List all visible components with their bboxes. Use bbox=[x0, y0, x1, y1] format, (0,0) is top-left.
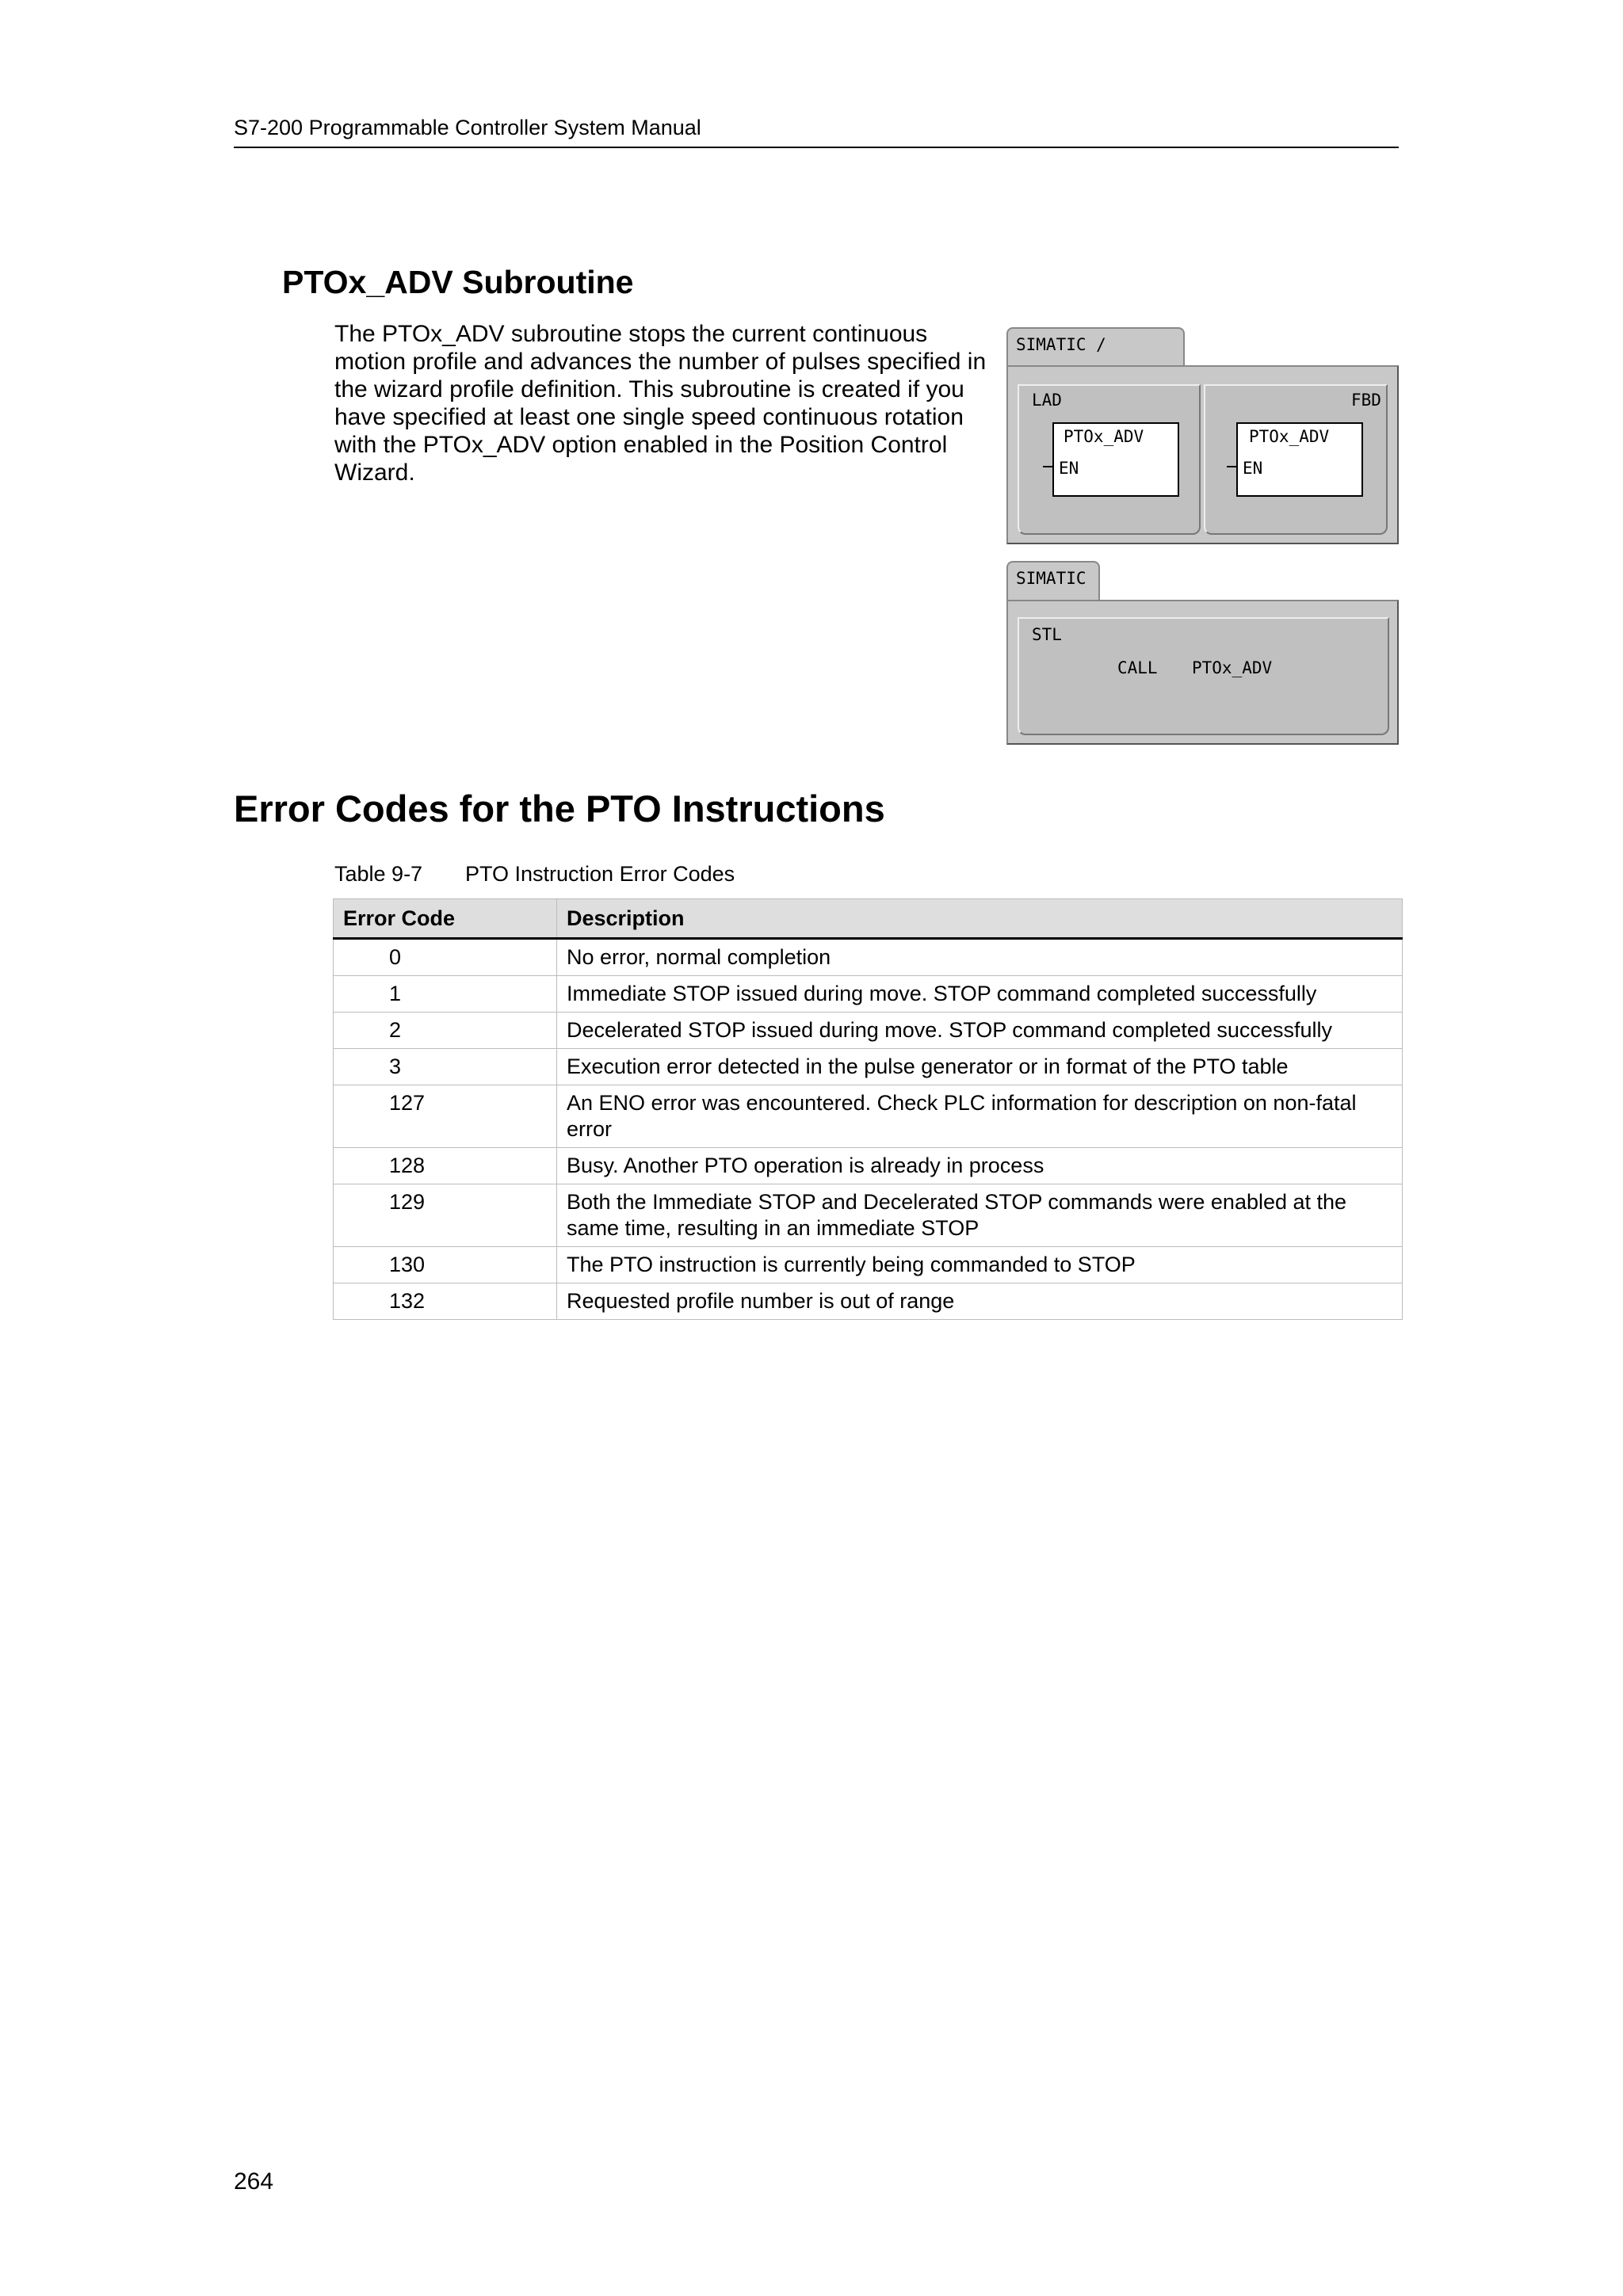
table-row bbox=[334, 1049, 1403, 1085]
error-code-cell: 2 bbox=[334, 1013, 557, 1049]
table-title: PTO Instruction Error Codes bbox=[465, 862, 735, 886]
lad-en-wire bbox=[1043, 466, 1052, 467]
subroutine-description: The PTOx_ADV subroutine stops the current continuous motion profile and advances the number of pulses specified in the wizard profile definition. This subroutine is created if you have specified at least one single speed continuous rotation with the PTOx_ADV option enabled in the Position Control Wizard. bbox=[334, 321, 987, 486]
stl-operand: PTOx_ADV bbox=[1192, 658, 1273, 677]
description-cell: Both the Immediate STOP and Decelerated STOP commands were enabled at the same time, resulting in an immediate STOP bbox=[557, 1184, 1403, 1247]
stl-instruction: CALL bbox=[1117, 658, 1158, 677]
running-header: S7-200 Programmable Controller System Manual bbox=[234, 116, 701, 139]
description-cell: Requested profile number is out of range bbox=[557, 1283, 1403, 1320]
ladder-panel bbox=[1006, 365, 1399, 544]
table-row bbox=[334, 1283, 1403, 1320]
fbd-en-wire bbox=[1227, 466, 1236, 467]
table-row bbox=[334, 939, 1403, 976]
stl-panel bbox=[1006, 600, 1399, 745]
error-code-cell: 132 bbox=[334, 1283, 557, 1320]
description-cell: An ENO error was encountered. Check PLC information for description on non-fatal error bbox=[557, 1085, 1403, 1148]
lad-instruction-box bbox=[1052, 422, 1179, 497]
table-header-row bbox=[334, 899, 1403, 939]
table-caption bbox=[334, 862, 735, 887]
section-heading: Error Codes for the PTO Instructions bbox=[234, 788, 885, 830]
table-row bbox=[334, 1184, 1403, 1247]
table-row bbox=[334, 1013, 1403, 1049]
simatic-iec-tab: SIMATIC / bbox=[1006, 327, 1185, 367]
header-error-code: Error Code bbox=[334, 899, 557, 939]
table-number: Table 9-7 bbox=[334, 862, 423, 886]
table-row bbox=[334, 1148, 1403, 1184]
error-code-cell: 130 bbox=[334, 1247, 557, 1283]
fbd-box-name: PTOx_ADV bbox=[1249, 427, 1330, 446]
fbd-label: FBD bbox=[1351, 391, 1381, 410]
description-cell: The PTO instruction is currently being commanded to STOP bbox=[557, 1247, 1403, 1283]
header-description: Description bbox=[557, 899, 1403, 939]
stl-label: STL bbox=[1032, 625, 1062, 644]
description-cell: Immediate STOP issued during move. STOP command completed successfully bbox=[557, 976, 1403, 1013]
error-code-cell: 129 bbox=[334, 1184, 557, 1247]
error-code-table bbox=[333, 898, 1403, 1320]
error-code-cell: 3 bbox=[334, 1049, 557, 1085]
description-cell: Decelerated STOP issued during move. STOP command completed successfully bbox=[557, 1013, 1403, 1049]
description-cell: Busy. Another PTO operation is already in process bbox=[557, 1148, 1403, 1184]
simatic-tab: SIMATIC bbox=[1006, 561, 1100, 602]
table-row bbox=[334, 976, 1403, 1013]
subroutine-heading: PTOx_ADV Subroutine bbox=[282, 264, 634, 300]
table-row bbox=[334, 1247, 1403, 1283]
error-code-cell: 128 bbox=[334, 1148, 557, 1184]
error-code-cell: 1 bbox=[334, 976, 557, 1013]
fbd-en-input: EN bbox=[1243, 459, 1263, 478]
description-cell: No error, normal completion bbox=[557, 939, 1403, 976]
header-rule bbox=[234, 147, 1399, 148]
fbd-instruction-box bbox=[1236, 422, 1363, 497]
error-code-cell: 0 bbox=[334, 939, 557, 976]
lad-label: LAD bbox=[1032, 391, 1062, 410]
page-number: 264 bbox=[234, 2168, 274, 2195]
description-cell: Execution error detected in the pulse generator or in format of the PTO table bbox=[557, 1049, 1403, 1085]
error-code-cell: 127 bbox=[334, 1085, 557, 1148]
lad-box-name: PTOx_ADV bbox=[1064, 427, 1144, 446]
table-row bbox=[334, 1085, 1403, 1148]
lad-en-input: EN bbox=[1059, 459, 1079, 478]
